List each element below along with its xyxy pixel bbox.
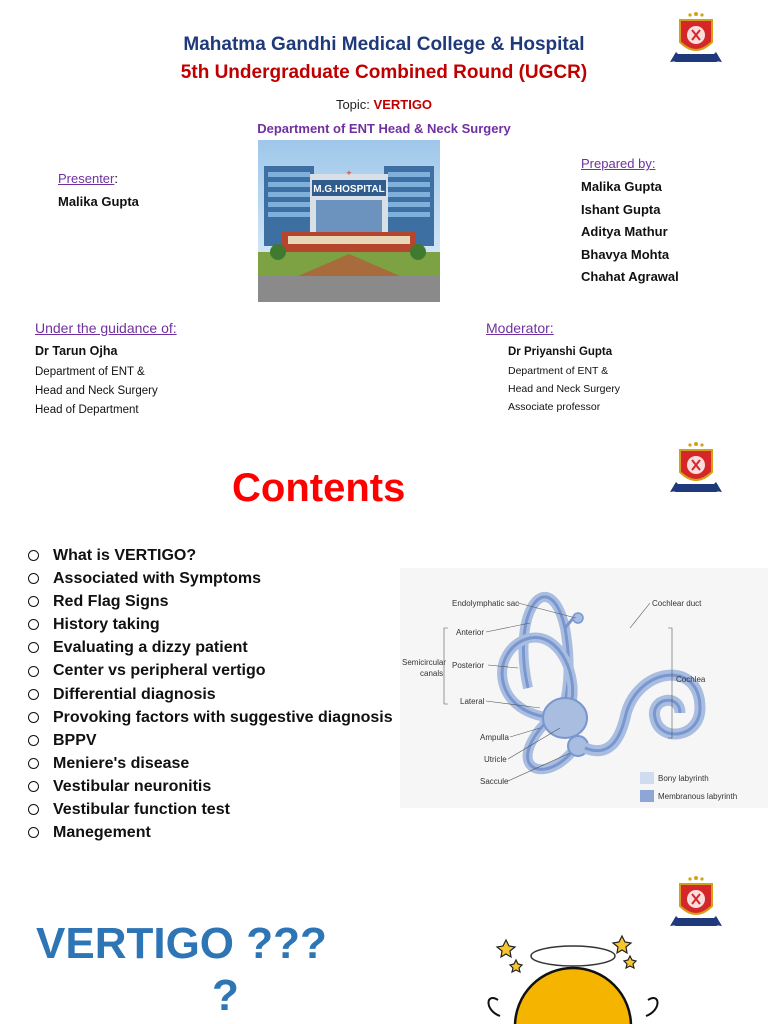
guide-line: Head of Department — [35, 404, 139, 416]
list-item: Differential diagnosis — [28, 683, 393, 706]
topic-label: Topic: — [335, 97, 374, 112]
college-logo — [668, 872, 724, 934]
list-item: Malika Gupta — [581, 179, 662, 194]
list-item: What is VERTIGO? — [28, 544, 393, 567]
label-semicircular: Semicircular — [402, 658, 447, 667]
list-item: Meniere's disease — [28, 752, 393, 775]
topic-line — [0, 97, 768, 112]
title-slide — [0, 0, 768, 430]
contents-title: Contents — [232, 466, 406, 510]
institution-name: Mahatma Gandhi Medical College & Hospital — [183, 34, 585, 55]
contents-list — [28, 544, 393, 844]
circle-bullet-icon — [28, 642, 39, 653]
college-logo — [668, 438, 724, 500]
topic-value: VERTIGO — [373, 97, 433, 112]
inner-ear-diagram — [400, 568, 768, 808]
list-item: Provoking factors with suggestive diagnosis — [28, 706, 393, 729]
label-saccule: Saccule — [480, 777, 509, 786]
prepared-by-label: Prepared by: — [581, 156, 656, 171]
legend-membranous: Membranous labyrinth — [658, 792, 738, 801]
circle-bullet-icon — [28, 666, 39, 677]
circle-bullet-icon — [28, 827, 39, 838]
list-item: Red Flag Signs — [28, 590, 393, 613]
circle-bullet-icon — [28, 781, 39, 792]
dizzy-face-icon — [478, 930, 668, 1024]
label-posterior: Posterior — [452, 661, 485, 670]
list-item: Evaluating a dizzy patient — [28, 636, 393, 659]
guide-name: Dr Tarun Ojha — [35, 344, 118, 358]
svg-text:+: + — [346, 168, 352, 178]
legend-bony: Bony labyrinth — [658, 774, 709, 783]
moderator-line: Department of ENT & — [508, 365, 609, 377]
list-item: Chahat Agrawal — [581, 269, 679, 284]
label-lateral: Lateral — [460, 697, 485, 706]
list-item: Ishant Gupta — [581, 201, 661, 217]
circle-bullet-icon — [28, 712, 39, 723]
label-utricle: Utricle — [484, 755, 507, 764]
vertigo-slide — [0, 852, 768, 1024]
vertigo-title-line2: ? — [212, 971, 239, 1020]
presenter-name: Malika Gupta — [58, 194, 139, 209]
moderator-line: Associate professor — [508, 401, 601, 413]
circle-bullet-icon — [28, 804, 39, 815]
hospital-sign: M.G.HOSPITAL — [313, 184, 385, 195]
moderator-name: Dr Priyanshi Gupta — [508, 346, 613, 358]
hospital-photo — [258, 140, 440, 302]
circle-bullet-icon — [28, 550, 39, 561]
guide-details — [35, 363, 158, 420]
contents-slide — [0, 436, 768, 846]
list-item: Manegement — [28, 821, 393, 844]
circle-bullet-icon — [28, 573, 39, 584]
circle-bullet-icon — [28, 735, 39, 746]
list-item: Bhavya Mohta — [581, 246, 670, 262]
round-title: 5th Undergraduate Combined Round (UGCR) — [180, 62, 588, 83]
list-item: Vestibular neuronitis — [28, 775, 393, 798]
list-item: Vestibular function test — [28, 798, 393, 821]
presenter-colon: : — [114, 171, 118, 186]
circle-bullet-icon — [28, 619, 39, 630]
label-cochlear-duct: Cochlear duct — [652, 599, 702, 608]
circle-bullet-icon — [28, 758, 39, 769]
moderator-label: Moderator: — [486, 320, 554, 336]
list-item: BPPV — [28, 729, 393, 752]
label-anterior: Anterior — [456, 628, 485, 637]
presenter-label: Presenter — [58, 171, 115, 186]
moderator-line: Head and Neck Surgery — [508, 383, 621, 395]
presenter-heading — [58, 171, 118, 186]
list-item: Aditya Mathur — [581, 224, 668, 239]
guide-line: Department of ENT & — [35, 366, 145, 378]
list-item: Associated with Symptoms — [28, 567, 393, 590]
label-canals: canals — [420, 669, 444, 678]
circle-bullet-icon — [28, 689, 39, 700]
moderator-details — [508, 362, 620, 416]
vertigo-title — [36, 918, 398, 1022]
guidance-label: Under the guidance of: — [35, 320, 177, 336]
guide-line: Head and Neck Surgery — [35, 385, 158, 397]
vertigo-title-line1: VERTIGO ??? — [36, 919, 327, 968]
label-cochlea: Cochlea — [676, 675, 706, 684]
label-ampulla: Ampulla — [480, 733, 509, 742]
label-endolymphatic: Endolymphatic sac — [452, 599, 520, 608]
prepared-by-list — [581, 176, 679, 289]
list-item: History taking — [28, 613, 393, 636]
circle-bullet-icon — [28, 596, 39, 607]
department-line: Department of ENT Head & Neck Surgery — [257, 121, 511, 136]
list-item: Center vs peripheral vertigo — [28, 659, 393, 682]
